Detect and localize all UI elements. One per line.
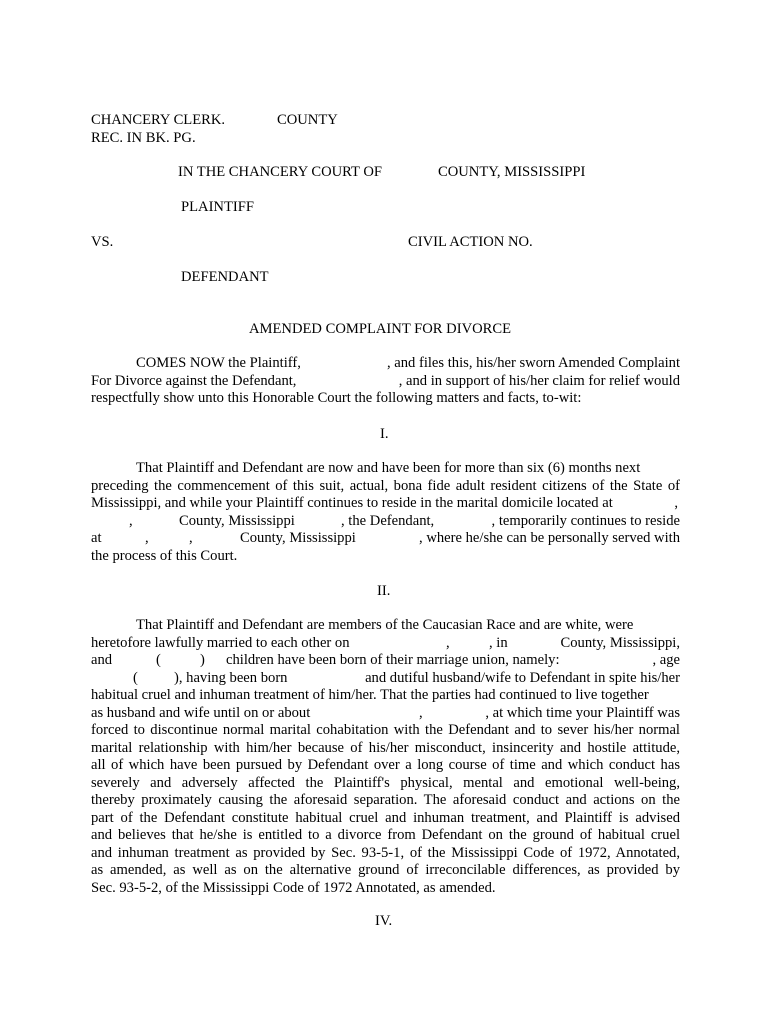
paragraph-line: That Plaintiff and Defendant are now and have been for more than six (6) months next [136, 460, 641, 476]
court-name-left: IN THE CHANCERY COURT OF [178, 164, 382, 180]
paragraph-line: and inhuman treatment as provided by Sec. 93-5-1, of the Mississippi Code of 1972, Annotated, [91, 844, 680, 861]
paragraph-line: as husband and wife until on or about , , at which time your Plaintiff was [91, 704, 680, 721]
paragraph-line: That Plaintiff and Defendant are members of the Caucasian Race and are white, were [136, 617, 634, 633]
intro-line: COMES NOW the Plaintiff, , and files this, his/her sworn Amended Complaint [136, 355, 680, 371]
intro-paragraph [91, 355, 680, 408]
paragraph-line: heretofore lawfully married to each other on , , in County, Mississippi, [91, 634, 680, 651]
section-1-paragraph [91, 460, 680, 565]
clerk-line: CHANCERY CLERK. [91, 112, 226, 128]
paragraph-line: thereby proximately causing the aforesaid separation. The aforesaid conduct and actions on the [91, 792, 680, 808]
section-heading-4: IV. [375, 913, 393, 929]
section-heading-1: I. [380, 426, 389, 442]
document-title: AMENDED COMPLAINT FOR DIVORCE [249, 321, 512, 337]
paragraph-line: ( ), having been born and dutiful husband/wife to Defendant in spite his/her [133, 669, 680, 686]
paragraph-line: severely and adversely affected the Plaintiff's physical, mental and emotional well-being, [91, 774, 680, 791]
intro-line: For Divorce against the Defendant, , and in support of his/her claim for relief would [91, 372, 680, 389]
paragraph-line: , County, Mississippi , the Defendant, , temporarily continues to reside [129, 512, 680, 529]
paragraph-line: Mississippi, and while your Plaintiff continues to reside in the marital domicile located at , [91, 495, 678, 511]
paragraph-line: preceding the commencement of this suit, actual, bona fide adult resident citizens of the State of [91, 477, 680, 494]
paragraph-line: as amended, as well as on the alternative ground of irreconcilable differences, as provided by [91, 862, 680, 878]
vs-label: VS. [91, 234, 114, 250]
county-label: COUNTY [277, 112, 338, 128]
rec-line: REC. IN BK. PG. [91, 130, 196, 146]
section-heading-2: II. [377, 583, 391, 599]
court-name-right: COUNTY, MISSISSIPPI [438, 164, 586, 180]
plaintiff-label: PLAINTIFF [181, 199, 254, 215]
paragraph-line: and ( ) children have been born of their marriage union, namely: , age [91, 652, 680, 668]
paragraph-line: marital relationship with him/her because of his/her misconduct, insincerity and hostile attitude, [91, 739, 680, 756]
paragraph-line: forced to discontinue normal marital cohabitation with the Defendant and to sever his/her normal [91, 722, 680, 738]
paragraph-line: part of the Defendant constitute habitual cruel and inhuman treatment, and Plaintiff is advised [91, 809, 680, 826]
paragraph-line: at , , County, Mississippi , where he/she can be personally served with [91, 530, 680, 546]
paragraph-line: and believes that he/she is entitled to a divorce from Defendant on the ground of habitual cruel [91, 827, 680, 843]
paragraph-line: Sec. 93-5-2, of the Mississippi Code of 1972 Annotated, as amended. [91, 879, 496, 896]
paragraph-line: habitual cruel and inhuman treatment of him/her. That the parties had continued to live together [91, 687, 649, 703]
intro-line: respectfully show unto this Honorable Court the following matters and facts, to-wit: [91, 390, 582, 406]
civil-action-label: CIVIL ACTION NO. [408, 234, 533, 250]
defendant-label: DEFENDANT [181, 269, 269, 285]
section-2-paragraph [91, 617, 680, 897]
paragraph-line: all of which have been pursued by Defendant over a long course of time and which conduct has [91, 757, 680, 773]
paragraph-line: the process of this Court. [91, 547, 238, 564]
